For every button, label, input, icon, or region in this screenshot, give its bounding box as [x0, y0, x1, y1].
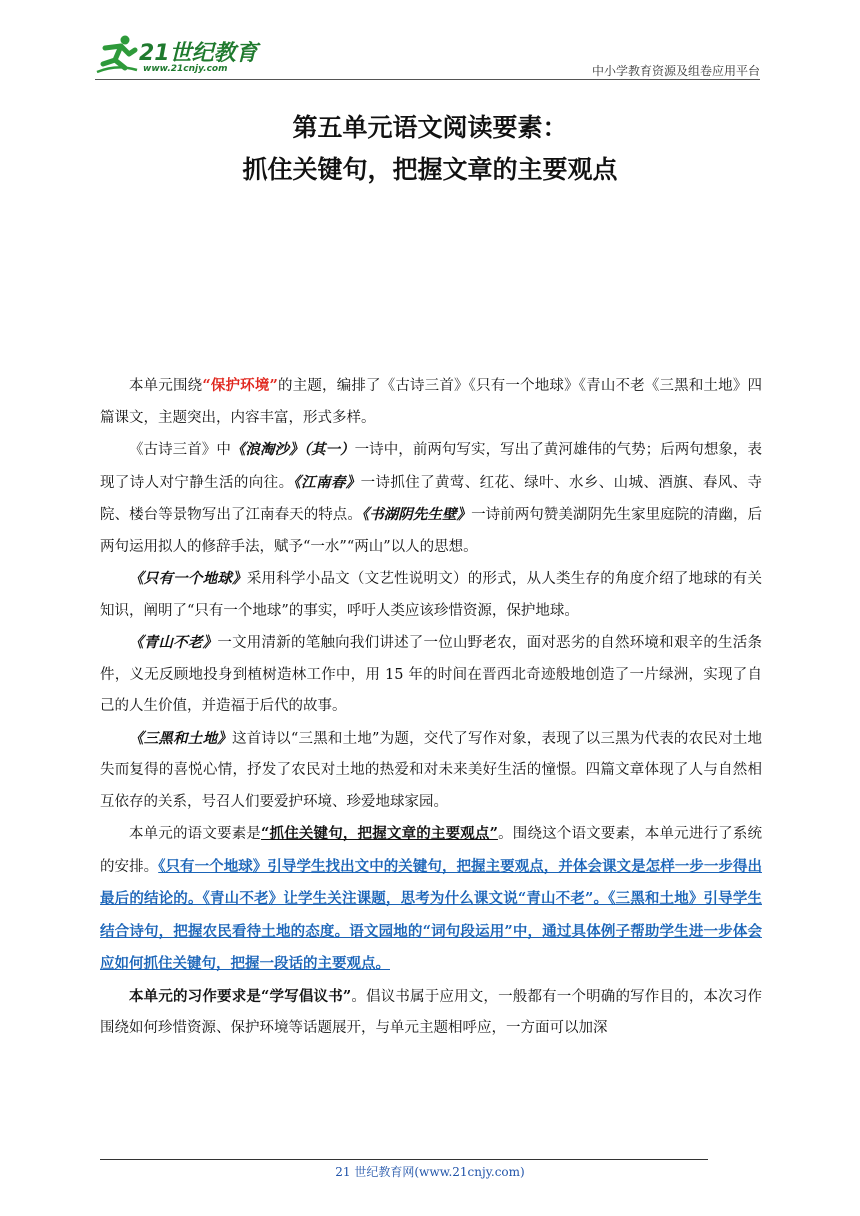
paragraph-green-mountain — [100, 627, 762, 723]
text: 一诗中，前两句写实，写出了黄河雄伟的气势；后两句想象，表现了诗人对宁静生活的向往。 — [100, 442, 763, 491]
logo-url: www.21cnjy.com — [143, 64, 228, 74]
page-title-line2: 抓住关键句，把握文章的主要观点 — [242, 155, 618, 184]
lesson-title: 《只有一个地球》 — [129, 570, 247, 587]
text: 。倡议书属于应用文，一般都有一个明确的写作目的，本次习作围绕如何珍惜资源、保护环境等话题展开，与单元主题相呼应，一方面可以加深 — [100, 988, 762, 1036]
paragraph-reading-element — [100, 818, 762, 981]
page-title-line1: 第五单元语文阅读要素： — [292, 113, 568, 142]
poem-title: 《书湖阴先生壁》 — [361, 506, 472, 523]
writing-requirement: 本单元的习作要求是“学写倡议书” — [129, 987, 352, 1005]
paragraph-one-earth — [100, 563, 762, 627]
paragraph-poems — [100, 434, 762, 563]
logo-text: 21世纪教育 — [139, 41, 258, 66]
theme-highlight: “保护环境” — [202, 377, 278, 394]
poem-title: 《江南春》 — [293, 473, 361, 491]
text: 这首诗以“三黑和土地”为题，交代了写作对象，表现了以三黑为代表的农民对土地失而复得的喜悦心情，抒发了农民对土地的热爱和对未来美好生活的憧憬。四篇文章体现了人与自然相互依存的关系，号召人们要爱护环境、珍爱地球家园。 — [100, 730, 763, 810]
text: 《古诗三首》中 — [129, 442, 231, 458]
text: 采用科学小品文（文艺性说明文）的形式，从人类生存的角度介绍了地球的有关知识，阐明了“只有一个地球”的事实，呼吁人类应该珍惜资源，保护地球。 — [100, 571, 762, 619]
reading-element-highlight: “抓住关键句，把握文章的主要观点” — [261, 825, 498, 842]
logo — [95, 28, 265, 80]
arrangement-link[interactable]: 《只有一个地球》引导学生找出文中的关键句，把握主要观点，并体会课文是怎样一步一步得出最后的结论的。《青山不老》让学生关注课题，思考为什么课文说“青山不老”。《三黑和土地》引导学生结合诗句，把握农民看待土地的态度。语文园地的“词句段运用”中，通过具体例子帮助学生进一步体会应如何抓住关键句，把握一段话的主要观点。 — [100, 857, 762, 972]
platform-name: 中小学教育资源及组卷应用平台 — [591, 64, 760, 78]
paragraph-sanhei — [100, 723, 762, 819]
text: 一文用清新的笔触向我们讲述了一位山野老农，面对恶劣的自然环境和艰辛的生活条件，义无反顾地投身到植树造林工作中，用 15 年的时间在晋西北奇迹般地创造了一片绿洲，实现了自己的人生价值，并造福于后代的故事。 — [100, 635, 762, 714]
runner-logo-icon — [95, 34, 139, 74]
paragraph-writing — [100, 981, 762, 1045]
footer-divider — [100, 1159, 708, 1160]
text: 一诗抓住了黄莺、红花、绿叶、水乡、山城、酒旗、春风、寺院、楼台等景物写出了江南春天的特点。 — [100, 474, 763, 523]
page-header — [95, 28, 760, 80]
article-body — [100, 370, 762, 1045]
lesson-title: 《青山不老》 — [129, 634, 218, 651]
poem-title: 《浪淘沙》（其一） — [230, 441, 355, 458]
text: 一诗前两句赞美湖阴先生家里庭院的清幽，后两句运用拟人的修辞手法，赋予“一水”“两山”以人的思想。 — [100, 507, 763, 555]
lesson-title: 《三黑和土地》 — [129, 729, 232, 747]
text: 本单元围绕 — [129, 378, 203, 394]
text: 本单元的语文要素是 — [129, 826, 262, 842]
text: 的主题，编排了《古诗三首》《只有一个地球》《青山不老《三黑和土地》四篇课文，主题突出，内容丰富，形式多样。 — [100, 378, 763, 426]
header-divider — [95, 79, 760, 80]
text: 。围绕这个语文要素，本单元进行了系统的安排。 — [100, 826, 762, 875]
page-footer[interactable]: 21 世纪教育网(www.21cnjy.com) — [335, 1165, 525, 1179]
paragraph-intro — [100, 370, 762, 434]
